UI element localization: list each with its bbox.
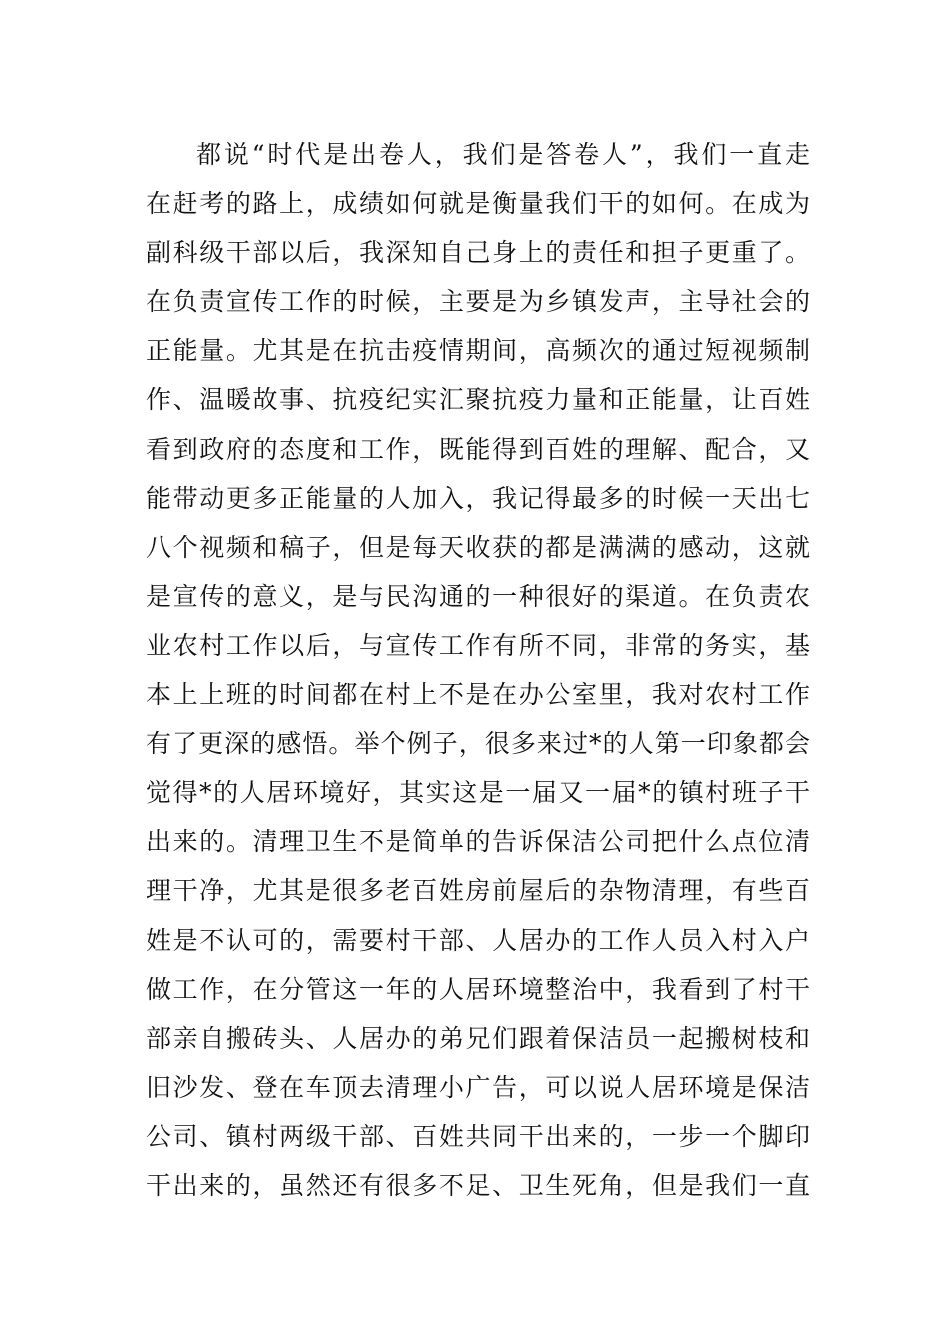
text-line-11: 业农村工作以后，与宣传工作有所不同，非常的务实，基: [146, 630, 810, 660]
text-line-19: 部亲自搬砖头、人居办的弟兄们跟着保洁员一起搬树枝和: [146, 1023, 810, 1053]
text-line-6: 作、温暖故事、抗疫纪实汇聚抗疫力量和正能量，让百姓: [146, 385, 810, 415]
text-line-18: 做工作，在分管这一年的人居环境整治中，我看到了村干: [146, 974, 810, 1004]
text-line-22: 干出来的，虽然还有很多不足、卫生死角，但是我们一直: [146, 1170, 810, 1200]
text-line-5: 正能量。尤其是在抗击疫情期间，高频次的通过短视频制: [146, 336, 810, 366]
text-line-10: 是宣传的意义，是与民沟通的一种很好的渠道。在负责农: [146, 581, 810, 611]
text-line-17: 姓是不认可的，需要村干部、人居办的工作人员入村入户: [146, 925, 810, 955]
body-paragraph: [146, 130, 810, 1210]
text-line-7: 看到政府的态度和工作，既能得到百姓的理解、配合，又: [146, 434, 810, 464]
text-line-13: 有了更深的感悟。举个例子，很多来过*的人第一印象都会: [146, 729, 810, 759]
text-line-3: 副科级干部以后，我深知自己身上的责任和担子更重了。: [146, 238, 810, 268]
text-line-8: 能带动更多正能量的人加入，我记得最多的时候一天出七: [146, 483, 810, 513]
text-line-16: 理干净，尤其是很多老百姓房前屋后的杂物清理，有些百: [146, 876, 810, 906]
text-line-20: 旧沙发、登在车顶去清理小广告，可以说人居环境是保洁: [146, 1072, 810, 1102]
text-line-12: 本上上班的时间都在村上不是在办公室里，我对农村工作: [146, 680, 810, 710]
text-line-9: 八个视频和稿子，但是每天收获的都是满满的感动，这就: [146, 532, 810, 562]
text-line-1: 都说“时代是出卷人，我们是答卷人”，我们一直走: [196, 140, 810, 169]
text-line-4: 在负责宣传工作的时候，主要是为乡镇发声，主导社会的: [146, 287, 810, 317]
text-line-21: 公司、镇村两级干部、百姓共同干出来的，一步一个脚印: [146, 1121, 810, 1151]
text-line-15: 出来的。清理卫生不是简单的告诉保洁公司把什么点位清: [146, 827, 810, 857]
text-line-2: 在赶考的路上，成绩如何就是衡量我们干的如何。在成为: [146, 189, 810, 219]
text-line-14: 觉得*的人居环境好，其实这是一届又一届*的镇村班子干: [146, 778, 810, 808]
